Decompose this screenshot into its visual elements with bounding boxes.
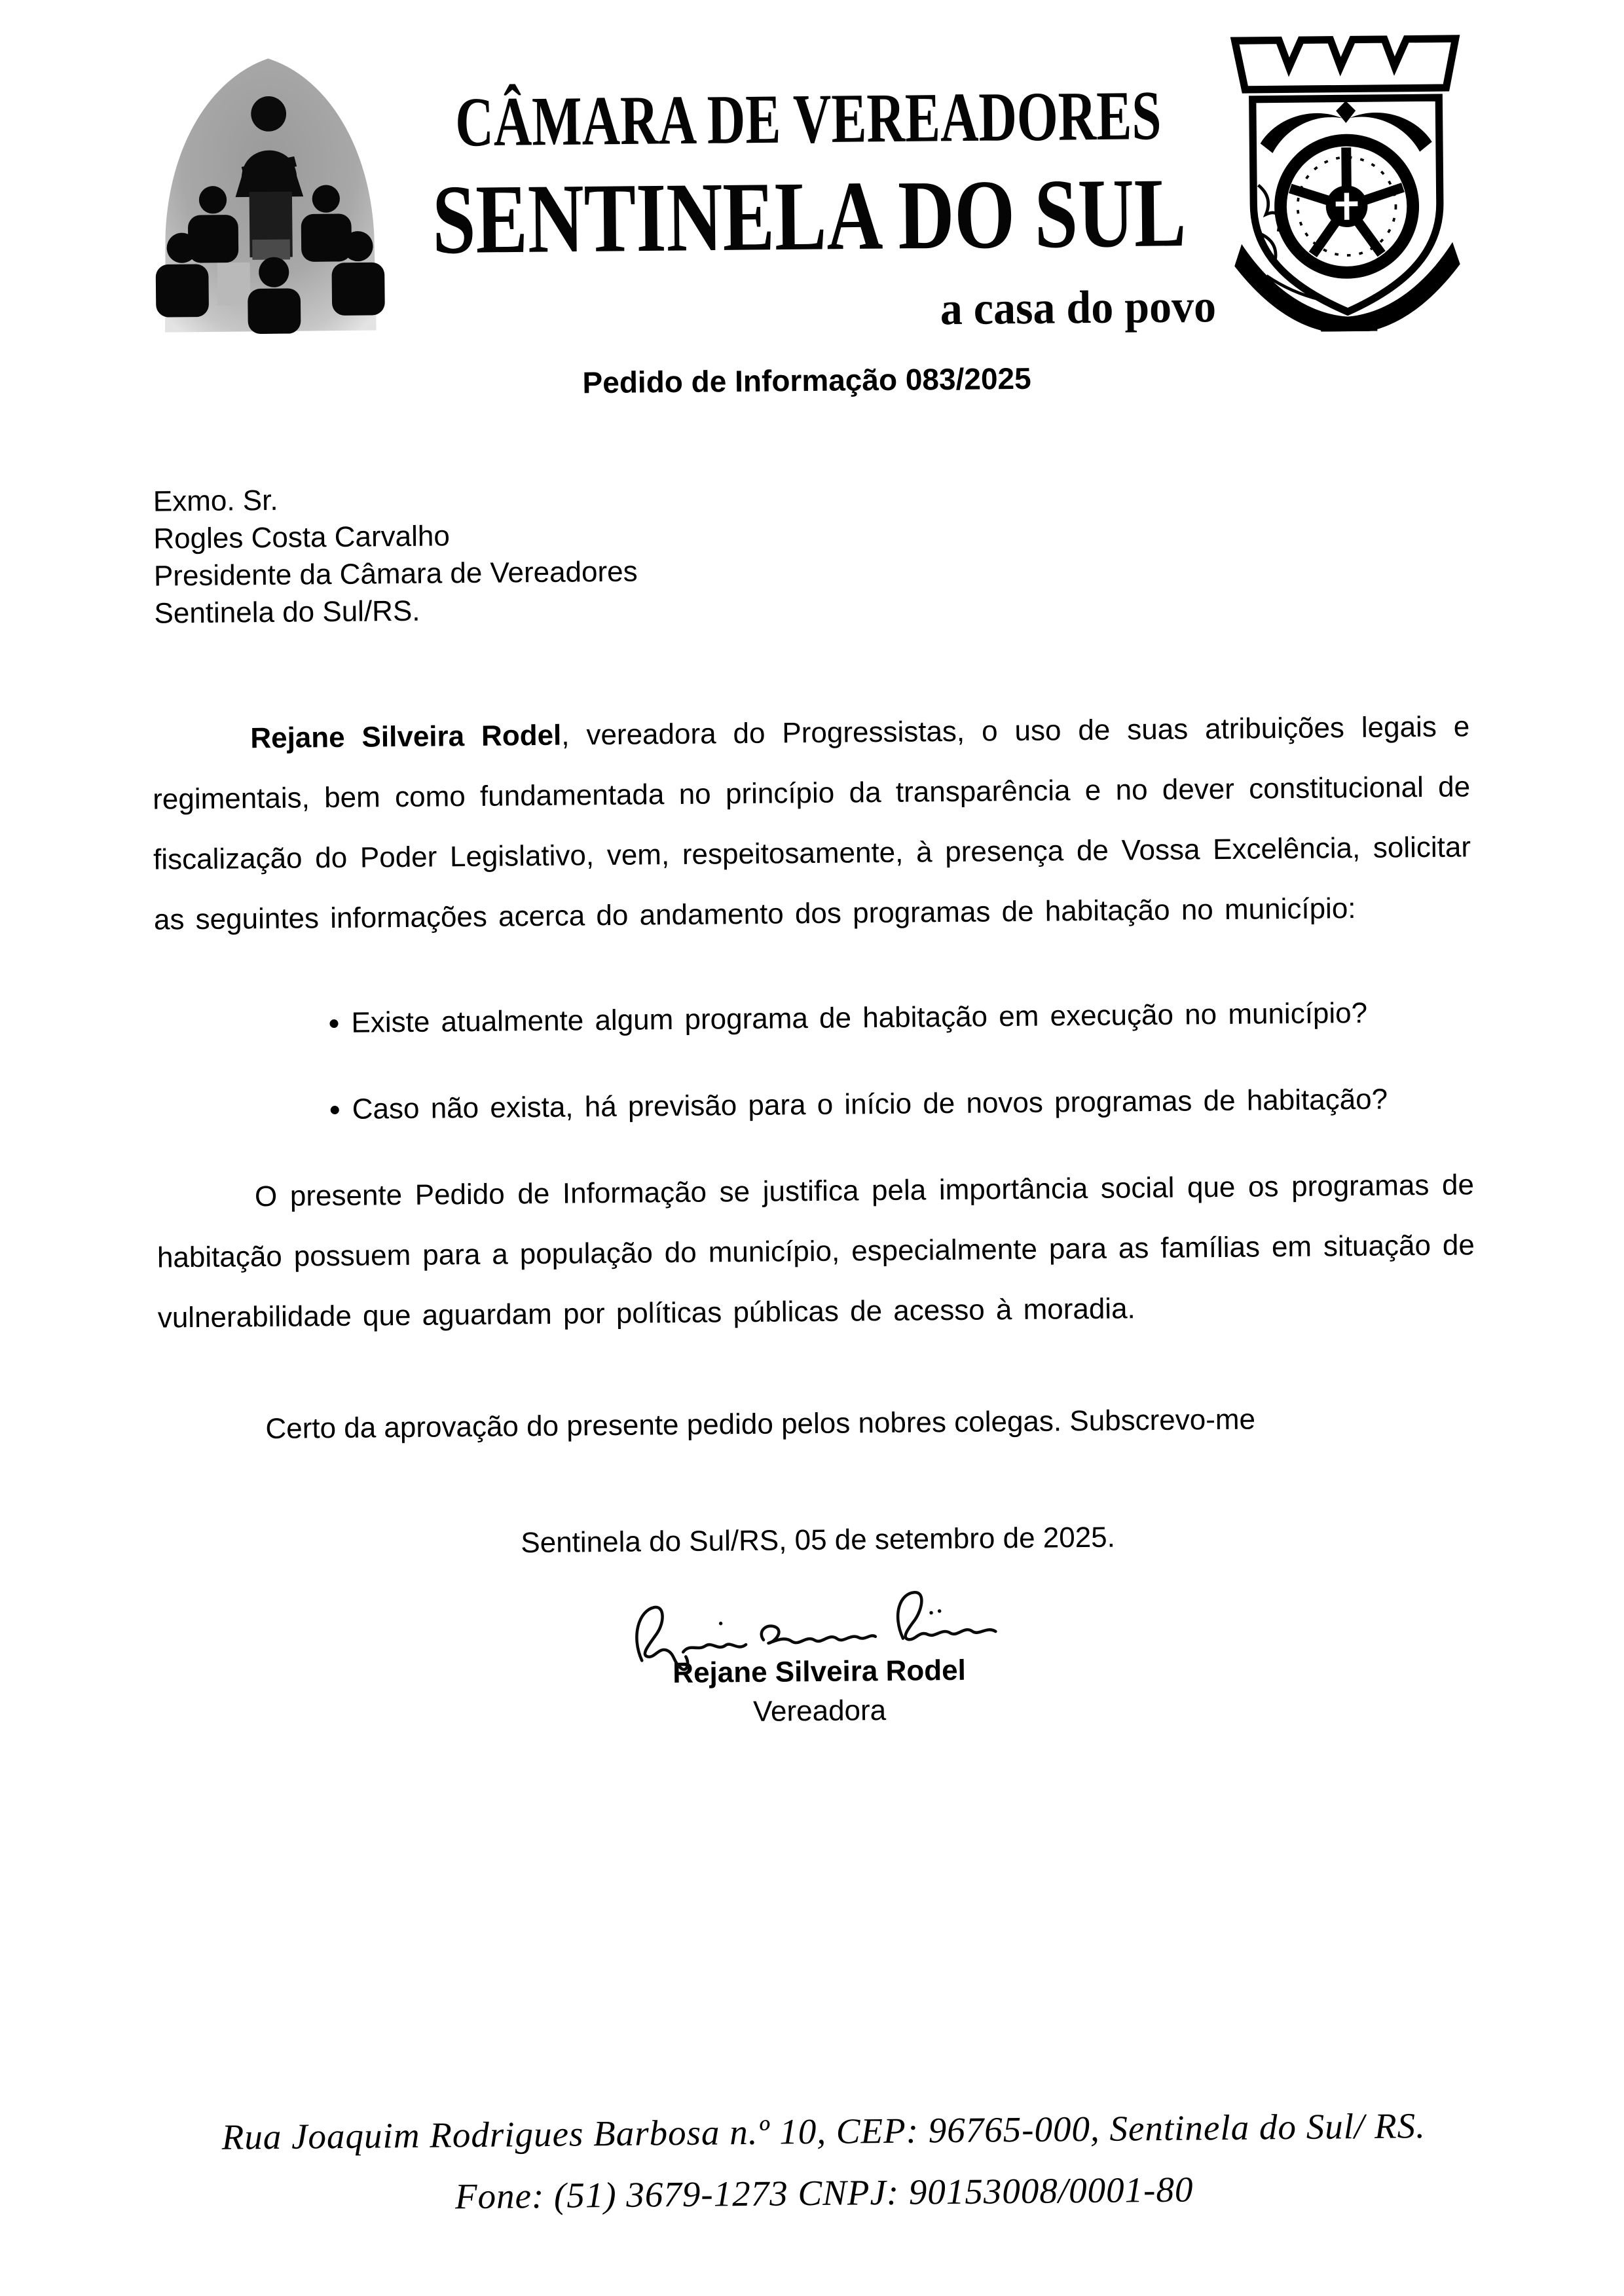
question-list <box>299 982 1473 1140</box>
mural-crown <box>1235 39 1456 90</box>
body-paragraph-1-text: , vereadora do Progressistas, o uso de suas atribuições legais e regimentais, bem como fundamentada no princípio da transparência e no dever constitucional de fiscalização do Poder Legislativo, vem, respeitosamente, à presença de Vossa Excelência, solicitar as seguintes informações acerca do andamento dos programas de habitação no município: <box>152 710 1471 936</box>
org-tagline: a casa do povo <box>940 280 1217 335</box>
assembly-logo-icon <box>141 50 397 335</box>
ribbon-fold <box>1321 316 1377 331</box>
signature-block <box>7 1578 1624 1736</box>
coat-of-arms-icon <box>1220 24 1473 333</box>
addressee-block <box>153 469 1621 632</box>
addressee-role: Presidente da Câmara de Vereadores <box>153 555 638 592</box>
org-name-line2: SENTINELA DO SUL <box>432 157 1187 275</box>
question-item: • Existe atualmente algum programa de habitação em execução no município? <box>351 982 1473 1053</box>
org-title-block <box>395 42 1223 340</box>
signatory-role: Vereadora <box>752 1694 887 1728</box>
footer-phone-cnpj: Fone: (51) 3679-1273 CNPJ: 90153008/0001-80 <box>454 2169 1194 2217</box>
addressee-name: Rogles Costa Carvalho <box>153 520 451 555</box>
letter-footer <box>11 2093 1624 2232</box>
document-title: Pedido de Informação 083/2025 <box>582 361 1031 400</box>
letterhead <box>0 0 1618 344</box>
podium-base-block <box>217 263 251 306</box>
author-name-bold: Rejane Silveira Rodel <box>250 719 562 755</box>
closing-line: Certo da aprovação do presente pedido pelos nobres colegas. Subscrevo-me <box>265 1403 1256 1446</box>
footer-address: Rua Joaquim Rodrigues Barbosa n.º 10, CEP: 96765-000, Sentinela do Sul/ RS. <box>221 2105 1426 2157</box>
body-paragraph-1 <box>152 697 1471 950</box>
question-item: • Caso não exista, há previsão para o início de novos programas de habitação? <box>352 1068 1473 1139</box>
signatory-name: Rejane Silveira Rodel <box>673 1654 967 1690</box>
date-line: Sentinela do Sul/RS, 05 de setembro de 2025. <box>521 1521 1116 1559</box>
body-paragraph-2: O presente Pedido de Informação se justifica pela importância social que os programas de habitação possuem para a população do município, especialmente para as famílias em situação de vulnerabilidade que aguardam por políticas públicas de acesso à moradia. <box>157 1169 1475 1334</box>
addressee-salutation: Exmo. Sr. <box>153 484 278 518</box>
addressee-city: Sentinela do Sul/RS. <box>154 594 420 630</box>
wheel <box>1280 139 1414 273</box>
org-name-line1: CÂMARA DE VEREADORES <box>454 77 1162 162</box>
